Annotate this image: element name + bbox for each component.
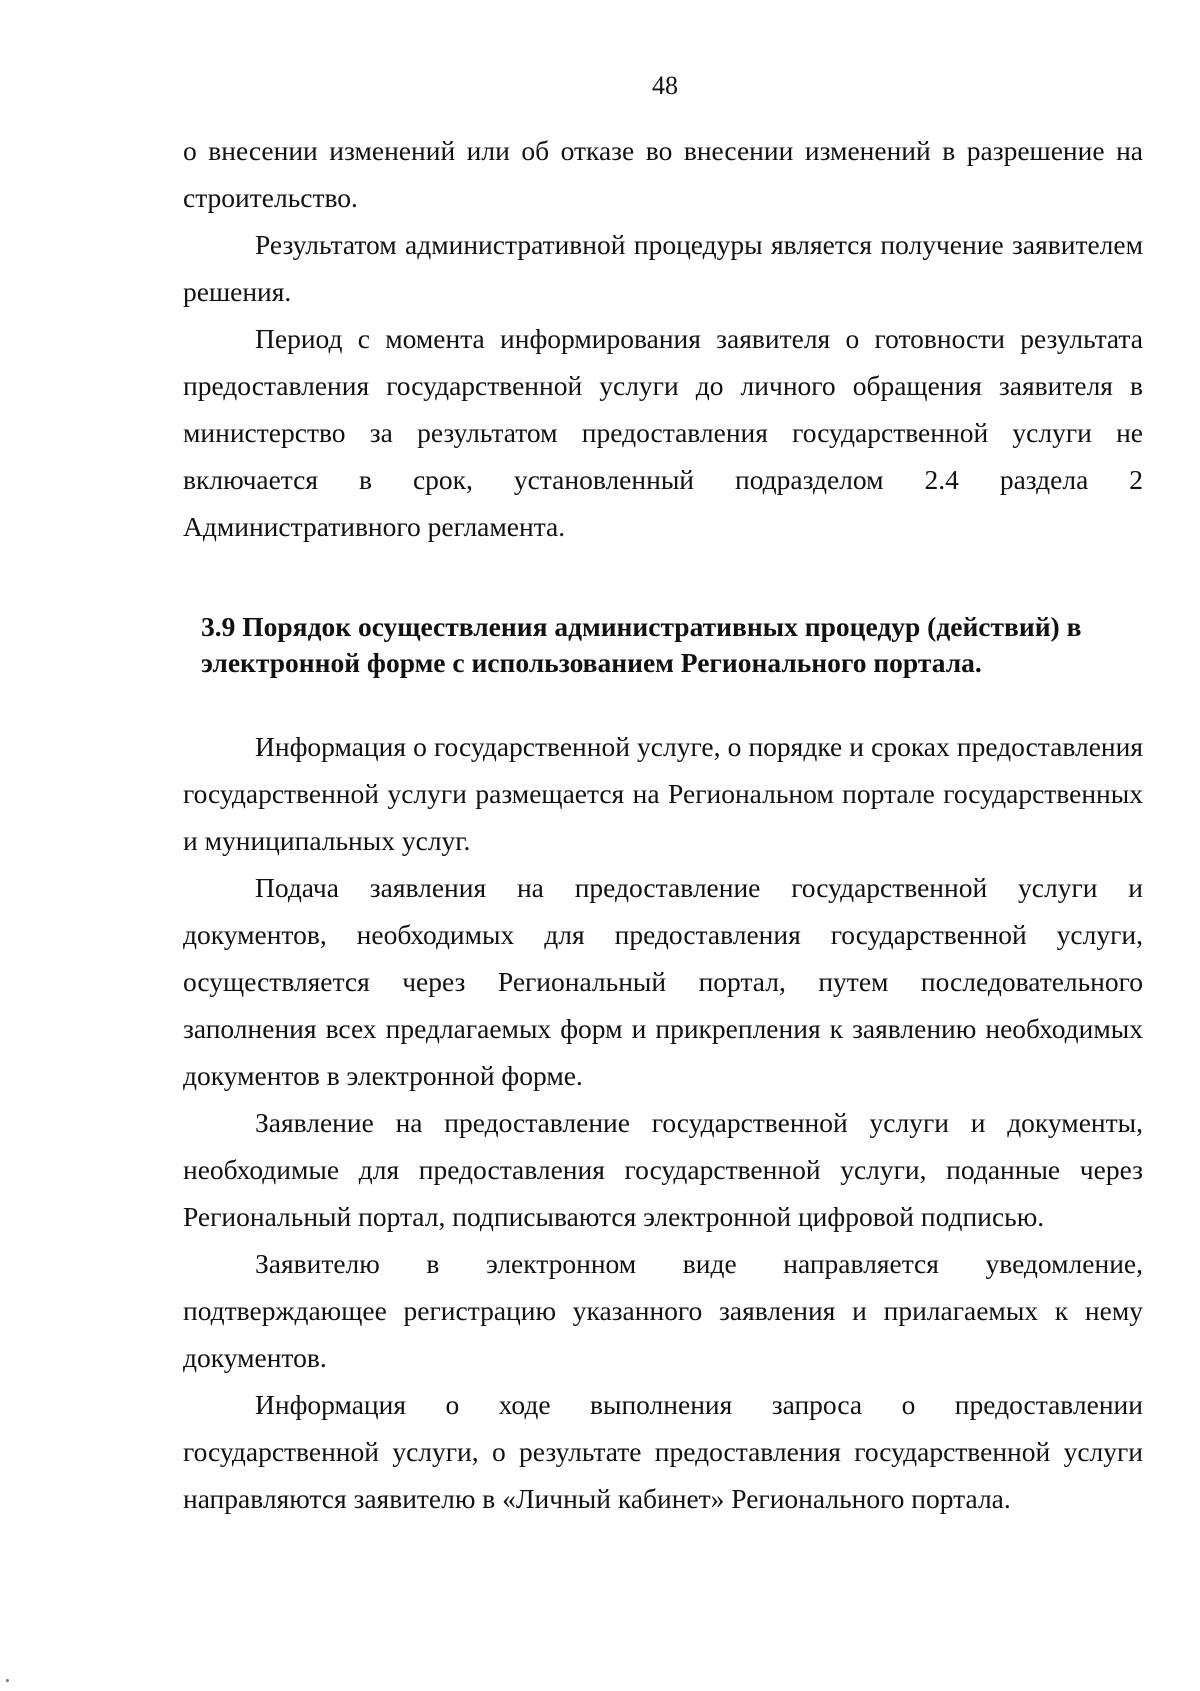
paragraph-continuation: о внесении изменений или об отказе во внесении изменений в разрешение на строительство. bbox=[183, 135, 1143, 213]
section-heading-line-2: электронной форме с использованием Регионального портала. bbox=[201, 647, 982, 678]
paragraph-notification: Заявителю в электронном виде направляется уведомление, подтверждающее регистрацию указанного заявления и прилагаемых к нему документов. bbox=[183, 1248, 1143, 1373]
section-heading-line-1: 3.9 Порядок осуществления административных процедур (действий) в bbox=[201, 611, 1082, 642]
paragraph-result: Результатом административной процедуры является получение заявителем решения. bbox=[183, 229, 1143, 307]
spacer bbox=[183, 550, 1143, 609]
paragraph-digital-signature: Заявление на предоставление государственной услуги и документы, необходимые для предоставления государственной услуги, поданные через Региональный портал, подписываются электронной цифровой подписью. bbox=[183, 1107, 1143, 1232]
paragraph-application-submission: Подача заявления на предоставление государственной услуги и документов, необходимых для предоставления государственной услуги, осуществляется через Региональный портал, путем последовательного заполнения всех предлагаемых форм и прикрепления к заявлению необходимых документов в электронной форме. bbox=[183, 872, 1143, 1091]
paragraph-personal-cabinet: Информация о ходе выполнения запроса о предоставлении государственной услуги, о результате предоставления государственной услуги направляются заявителю в «Личный кабинет» Регионального портала. bbox=[183, 1389, 1143, 1514]
spacer bbox=[183, 681, 1143, 723]
page-number: 48 bbox=[652, 71, 678, 100]
section-heading bbox=[183, 609, 1143, 681]
paragraph-service-info: Информация о государственной услуге, о порядке и сроках предоставления государственной услуги размещается на Региональном портале государственных и муниципальных услуг. bbox=[183, 731, 1143, 856]
scan-artifact bbox=[6, 1679, 9, 1682]
document-body bbox=[183, 127, 1143, 1522]
paragraph-period: Период с момента информирования заявителя о готовности результата предоставления государственной услуги до личного обращения заявителя в министерство за результатом предоставления государственной услуги не включается в срок, установленный подразделом 2.4 раздела 2 Административного регламента. bbox=[183, 323, 1143, 542]
